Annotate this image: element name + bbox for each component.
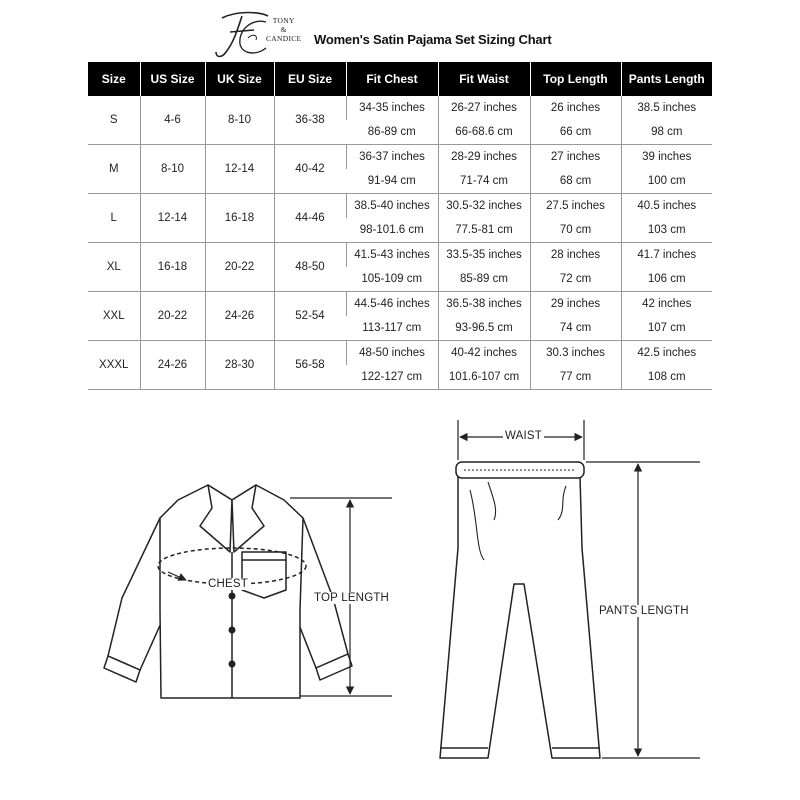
cell-chest-cm: 122-127 cm bbox=[346, 365, 438, 390]
cell-waist-cm: 71-74 cm bbox=[438, 169, 530, 194]
cell-size: M bbox=[88, 145, 140, 194]
cell-eu-size: 52-54 bbox=[274, 292, 346, 341]
cell-top-cm: 70 cm bbox=[530, 218, 621, 243]
cell-waist-inches: 40-42 inches bbox=[438, 341, 530, 366]
cell-pants-inches: 41.7 inches bbox=[621, 243, 712, 268]
cell-pants-inches: 39 inches bbox=[621, 145, 712, 170]
cell-eu-size: 56-58 bbox=[274, 341, 346, 390]
cell-size: XXXL bbox=[88, 341, 140, 390]
cell-waist-inches: 33.5-35 inches bbox=[438, 243, 530, 268]
cell-uk-size: 16-18 bbox=[205, 194, 274, 243]
cell-pants-inches: 42.5 inches bbox=[621, 341, 712, 366]
cell-us-size: 24-26 bbox=[140, 341, 205, 390]
cell-eu-size: 48-50 bbox=[274, 243, 346, 292]
cell-chest-cm: 113-117 cm bbox=[346, 316, 438, 341]
cell-waist-inches: 30.5-32 inches bbox=[438, 194, 530, 219]
cell-uk-size: 20-22 bbox=[205, 243, 274, 292]
cell-pants-cm: 106 cm bbox=[621, 267, 712, 292]
cell-chest-cm: 105-109 cm bbox=[346, 267, 438, 292]
header-us-size: US Size bbox=[140, 62, 205, 96]
cell-waist-cm: 93-96.5 cm bbox=[438, 316, 530, 341]
cell-chest-inches: 41.5-43 inches bbox=[346, 243, 438, 268]
header-top-length: Top Length bbox=[530, 62, 621, 96]
cell-top-cm: 72 cm bbox=[530, 267, 621, 292]
cell-top-inches: 27 inches bbox=[530, 145, 621, 170]
header-fit-waist: Fit Waist bbox=[438, 62, 530, 96]
cell-eu-size: 40-42 bbox=[274, 145, 346, 194]
cell-top-cm: 66 cm bbox=[530, 120, 621, 145]
cell-pants-cm: 108 cm bbox=[621, 365, 712, 390]
cell-waist-cm: 66-68.6 cm bbox=[438, 120, 530, 145]
cell-chest-cm: 98-101.6 cm bbox=[346, 218, 438, 243]
cell-waist-inches: 36.5-38 inches bbox=[438, 292, 530, 317]
cell-top-cm: 77 cm bbox=[530, 365, 621, 390]
cell-top-inches: 26 inches bbox=[530, 96, 621, 120]
header-eu-size: EU Size bbox=[274, 62, 346, 96]
cell-us-size: 8-10 bbox=[140, 145, 205, 194]
cell-us-size: 16-18 bbox=[140, 243, 205, 292]
cell-chest-inches: 38.5-40 inches bbox=[346, 194, 438, 219]
cell-waist-cm: 77.5-81 cm bbox=[438, 218, 530, 243]
brand-line-2: & bbox=[280, 25, 287, 34]
cell-chest-inches: 36-37 inches bbox=[346, 145, 438, 170]
cell-pants-cm: 103 cm bbox=[621, 218, 712, 243]
waist-label: WAIST bbox=[505, 430, 542, 442]
chest-label: CHEST bbox=[208, 578, 248, 590]
header-fit-chest: Fit Chest bbox=[346, 62, 438, 96]
cell-top-inches: 28 inches bbox=[530, 243, 621, 268]
cell-pants-inches: 42 inches bbox=[621, 292, 712, 317]
cell-waist-inches: 28-29 inches bbox=[438, 145, 530, 170]
cell-top-cm: 68 cm bbox=[530, 169, 621, 194]
cell-chest-inches: 48-50 inches bbox=[346, 341, 438, 366]
cell-chest-cm: 86-89 cm bbox=[346, 120, 438, 145]
page-title: Women's Satin Pajama Set Sizing Chart bbox=[314, 32, 552, 47]
cell-size: XXL bbox=[88, 292, 140, 341]
cell-chest-inches: 44.5-46 inches bbox=[346, 292, 438, 317]
cell-eu-size: 44-46 bbox=[274, 194, 346, 243]
cell-us-size: 12-14 bbox=[140, 194, 205, 243]
cell-pants-inches: 38.5 inches bbox=[621, 96, 712, 120]
cell-uk-size: 12-14 bbox=[205, 145, 274, 194]
cell-uk-size: 24-26 bbox=[205, 292, 274, 341]
cell-pants-inches: 40.5 inches bbox=[621, 194, 712, 219]
cell-size: S bbox=[88, 96, 140, 145]
cell-pants-cm: 107 cm bbox=[621, 316, 712, 341]
brand-line-3: CANDICE bbox=[266, 34, 302, 43]
cell-chest-cm: 91-94 cm bbox=[346, 169, 438, 194]
cell-eu-size: 36-38 bbox=[274, 96, 346, 145]
cell-top-inches: 29 inches bbox=[530, 292, 621, 317]
cell-size: XL bbox=[88, 243, 140, 292]
pajama-pants-illustration bbox=[440, 462, 600, 758]
brand-line-1: TONY bbox=[272, 16, 295, 25]
cell-us-size: 4-6 bbox=[140, 96, 205, 145]
cell-top-inches: 30.3 inches bbox=[530, 341, 621, 366]
cell-pants-cm: 98 cm bbox=[621, 120, 712, 145]
cell-chest-inches: 34-35 inches bbox=[346, 96, 438, 120]
cell-size: L bbox=[88, 194, 140, 243]
header-size: Size bbox=[88, 62, 140, 96]
cell-waist-cm: 101.6-107 cm bbox=[438, 365, 530, 390]
cell-top-cm: 74 cm bbox=[530, 316, 621, 341]
cell-uk-size: 8-10 bbox=[205, 96, 274, 145]
top-length-label: TOP LENGTH bbox=[314, 592, 390, 604]
pants-length-label: PANTS LENGTH bbox=[599, 605, 689, 617]
cell-waist-cm: 85-89 cm bbox=[438, 267, 530, 292]
cell-top-inches: 27.5 inches bbox=[530, 194, 621, 219]
cell-pants-cm: 100 cm bbox=[621, 169, 712, 194]
cell-waist-inches: 26-27 inches bbox=[438, 96, 530, 120]
header-pants-length: Pants Length bbox=[621, 62, 712, 96]
header-uk-size: UK Size bbox=[205, 62, 274, 96]
cell-us-size: 20-22 bbox=[140, 292, 205, 341]
cell-uk-size: 28-30 bbox=[205, 341, 274, 390]
